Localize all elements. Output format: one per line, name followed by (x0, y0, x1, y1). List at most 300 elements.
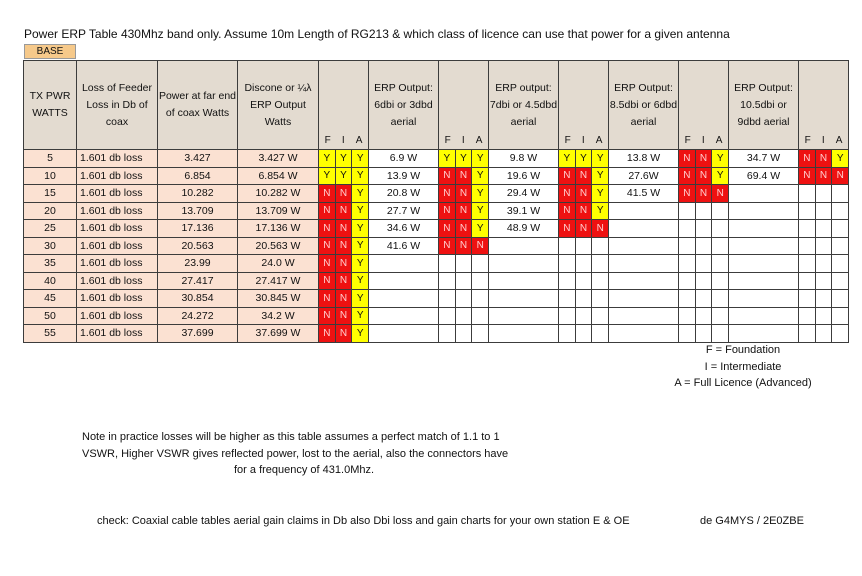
licence-6dbi-cell (439, 255, 489, 273)
erp-10-5dbi-cell (729, 307, 799, 325)
power-far-end-cell: 27.417 (158, 272, 238, 290)
licence-discone-cell (319, 255, 369, 273)
erp-6dbi-cell (369, 307, 439, 325)
erp-table (23, 60, 849, 343)
table-row (24, 307, 849, 325)
licence-yes-flag: Y (592, 150, 608, 167)
licence-yes-flag: Y (472, 203, 488, 220)
licence-no-flag: N (336, 255, 353, 272)
discone-erp-cell: 13.709 W (238, 202, 319, 220)
licence-yes-flag: Y (559, 150, 576, 167)
licence-no-flag: N (559, 203, 576, 220)
table-body (24, 150, 849, 343)
note-line: for a frequency of 431.0Mhz. (234, 464, 375, 476)
licence-empty-cell (816, 308, 833, 325)
licence-no-flag: N (679, 150, 696, 167)
tx-power-cell: 20 (24, 202, 77, 220)
power-far-end-cell: 24.272 (158, 307, 238, 325)
licence-yes-flag: Y (592, 168, 608, 185)
header-erp-6dbi: ERP Output: 6dbi or 3dbd aerial (369, 61, 439, 150)
licence-yes-flag: Y (592, 185, 608, 202)
licence-empty-cell (712, 203, 728, 220)
licence-empty-cell (576, 290, 593, 307)
erp-7dbi-cell (489, 272, 559, 290)
licence-7dbi-cell (559, 185, 609, 203)
erp-6dbi-cell (369, 325, 439, 343)
licence-yes-flag: Y (712, 150, 728, 167)
licence-empty-cell (559, 273, 576, 290)
erp-6dbi-cell (369, 290, 439, 308)
licence-7dbi-cell (559, 202, 609, 220)
licence-no-flag: N (679, 168, 696, 185)
page-title: Power ERP Table 430Mhz band only. Assume 10m Length of RG213 & which class of licence can use that power for a given antenna (24, 27, 730, 41)
licence-no-flag: N (559, 168, 576, 185)
licence-no-flag: N (336, 290, 353, 307)
erp-8-5dbi-cell (609, 202, 679, 220)
table-row (24, 220, 849, 238)
licence-yes-flag: Y (352, 168, 368, 185)
licence-10-5dbi-cell (799, 237, 849, 255)
erp-6dbi-cell: 27.7 W (369, 202, 439, 220)
base-tab[interactable]: BASE (24, 44, 76, 59)
licence-10-5dbi-cell (799, 185, 849, 203)
licence-empty-cell (696, 290, 713, 307)
erp-8-5dbi-cell (609, 272, 679, 290)
licence-empty-cell (799, 290, 816, 307)
licence-empty-cell (679, 255, 696, 272)
licence-empty-cell (799, 273, 816, 290)
licence-empty-cell (559, 238, 576, 255)
tx-power-cell: 10 (24, 167, 77, 185)
licence-7dbi-cell (559, 272, 609, 290)
licence-empty-cell (696, 325, 713, 342)
licence-discone-cell (319, 185, 369, 203)
licence-no-flag: N (439, 203, 456, 220)
power-far-end-cell: 20.563 (158, 237, 238, 255)
licence-yes-flag: Y (352, 220, 368, 237)
licence-empty-cell (456, 255, 473, 272)
licence-no-flag: N (712, 185, 728, 202)
licence-10-5dbi-cell (799, 167, 849, 185)
licence-yes-flag: Y (352, 185, 368, 202)
licence-empty-cell (832, 203, 848, 220)
licence-10-5dbi-cell (799, 290, 849, 308)
power-far-end-cell: 6.854 (158, 167, 238, 185)
licence-no-flag: N (319, 185, 336, 202)
licence-empty-cell (816, 273, 833, 290)
licence-8-5dbi-cell (679, 185, 729, 203)
licence-7dbi-cell (559, 167, 609, 185)
licence-no-flag: N (319, 290, 336, 307)
licence-empty-cell (816, 255, 833, 272)
licence-empty-cell (696, 238, 713, 255)
erp-10-5dbi-cell (729, 202, 799, 220)
licence-empty-cell (592, 290, 608, 307)
erp-8-5dbi-cell (609, 325, 679, 343)
discone-erp-cell: 10.282 W (238, 185, 319, 203)
licence-empty-cell (592, 308, 608, 325)
licence-yes-flag: Y (472, 150, 488, 167)
licence-discone-cell (319, 307, 369, 325)
licence-no-flag: N (816, 150, 833, 167)
feeder-loss-cell: 1.601 db loss (77, 237, 158, 255)
licence-no-flag: N (319, 203, 336, 220)
licence-empty-cell (472, 255, 488, 272)
tx-power-cell: 30 (24, 237, 77, 255)
licence-7dbi-cell (559, 290, 609, 308)
erp-10-5dbi-cell (729, 272, 799, 290)
licence-6dbi-cell (439, 150, 489, 168)
licence-empty-cell (472, 325, 488, 342)
table-row (24, 150, 849, 168)
licence-no-flag: N (456, 203, 473, 220)
licence-empty-cell (679, 290, 696, 307)
licence-empty-cell (592, 255, 608, 272)
licence-8-5dbi-cell (679, 202, 729, 220)
licence-no-flag: N (696, 185, 713, 202)
licence-no-flag: N (319, 273, 336, 290)
licence-no-flag: N (592, 220, 608, 237)
table-row (24, 272, 849, 290)
erp-10-5dbi-cell (729, 185, 799, 203)
licence-empty-cell (456, 273, 473, 290)
licence-6dbi-cell (439, 325, 489, 343)
tx-power-cell: 40 (24, 272, 77, 290)
licence-discone-cell (319, 290, 369, 308)
licence-empty-cell (816, 238, 833, 255)
licence-7dbi-cell (559, 255, 609, 273)
table-row (24, 290, 849, 308)
licence-empty-cell (456, 290, 473, 307)
erp-10-5dbi-cell (729, 237, 799, 255)
erp-6dbi-cell (369, 272, 439, 290)
erp-6dbi-cell: 20.8 W (369, 185, 439, 203)
licence-empty-cell (816, 220, 833, 237)
legend-foundation: F = Foundation (705, 344, 781, 356)
licence-8-5dbi-cell (679, 237, 729, 255)
licence-8-5dbi-cell (679, 255, 729, 273)
licence-no-flag: N (456, 185, 473, 202)
feeder-loss-cell: 1.601 db loss (77, 202, 158, 220)
licence-no-flag: N (439, 238, 456, 255)
licence-empty-cell (799, 308, 816, 325)
licence-yes-flag: Y (712, 168, 728, 185)
header-licence-flags: F I A (799, 61, 849, 150)
power-far-end-cell: 3.427 (158, 150, 238, 168)
licence-no-flag: N (576, 185, 593, 202)
check-note: check: Coaxial cable tables aerial gain claims in Db also Dbi loss and gain charts for your own station E & OE (97, 515, 630, 527)
licence-discone-cell (319, 150, 369, 168)
licence-no-flag: N (456, 220, 473, 237)
licence-6dbi-cell (439, 185, 489, 203)
table-row (24, 185, 849, 203)
licence-yes-flag: Y (352, 203, 368, 220)
header-licence-flags: F I A (559, 61, 609, 150)
licence-no-flag: N (696, 150, 713, 167)
licence-empty-cell (472, 290, 488, 307)
licence-6dbi-cell (439, 290, 489, 308)
tx-power-cell: 5 (24, 150, 77, 168)
licence-empty-cell (832, 273, 848, 290)
licence-no-flag: N (336, 203, 353, 220)
tx-power-cell: 15 (24, 185, 77, 203)
erp-8-5dbi-cell (609, 307, 679, 325)
licence-no-flag: N (576, 220, 593, 237)
licence-empty-cell (439, 308, 456, 325)
licence-no-flag: N (336, 220, 353, 237)
licence-empty-cell (576, 273, 593, 290)
licence-6dbi-cell (439, 307, 489, 325)
licence-no-flag: N (456, 168, 473, 185)
erp-10-5dbi-cell: 34.7 W (729, 150, 799, 168)
header-tx-power: TX PWR WATTS (24, 61, 77, 150)
licence-empty-cell (576, 255, 593, 272)
erp-8-5dbi-cell (609, 237, 679, 255)
licence-yes-flag: Y (472, 220, 488, 237)
erp-7dbi-cell (489, 307, 559, 325)
erp-10-5dbi-cell (729, 325, 799, 343)
licence-empty-cell (559, 308, 576, 325)
licence-empty-cell (456, 308, 473, 325)
power-far-end-cell: 17.136 (158, 220, 238, 238)
feeder-loss-cell: 1.601 db loss (77, 150, 158, 168)
licence-8-5dbi-cell (679, 167, 729, 185)
licence-7dbi-cell (559, 237, 609, 255)
licence-discone-cell (319, 325, 369, 343)
licence-yes-flag: Y (352, 238, 368, 255)
erp-7dbi-cell: 19.6 W (489, 167, 559, 185)
licence-empty-cell (592, 273, 608, 290)
table-row (24, 325, 849, 343)
feeder-loss-cell: 1.601 db loss (77, 185, 158, 203)
licence-no-flag: N (319, 308, 336, 325)
feeder-loss-cell: 1.601 db loss (77, 307, 158, 325)
licence-empty-cell (592, 325, 608, 342)
licence-8-5dbi-cell (679, 325, 729, 343)
licence-yes-flag: Y (456, 150, 473, 167)
licence-7dbi-cell (559, 220, 609, 238)
tx-power-cell: 45 (24, 290, 77, 308)
erp-6dbi-cell: 41.6 W (369, 237, 439, 255)
discone-erp-cell: 27.417 W (238, 272, 319, 290)
author-signature: de G4MYS / 2E0ZBE (700, 515, 804, 527)
licence-7dbi-cell (559, 325, 609, 343)
power-far-end-cell: 10.282 (158, 185, 238, 203)
licence-empty-cell (679, 273, 696, 290)
licence-yes-flag: Y (472, 168, 488, 185)
licence-yes-flag: Y (576, 150, 593, 167)
licence-no-flag: N (799, 168, 816, 185)
licence-empty-cell (816, 290, 833, 307)
discone-erp-cell: 24.0 W (238, 255, 319, 273)
licence-no-flag: N (439, 220, 456, 237)
header-licence-flags: F I A (319, 61, 369, 150)
header-erp-8-5dbi: ERP Output: 8.5dbi or 6dbd aerial (609, 61, 679, 150)
licence-empty-cell (696, 203, 713, 220)
licence-empty-cell (712, 220, 728, 237)
licence-6dbi-cell (439, 167, 489, 185)
licence-empty-cell (799, 185, 816, 202)
licence-empty-cell (832, 238, 848, 255)
licence-empty-cell (679, 238, 696, 255)
licence-no-flag: N (319, 220, 336, 237)
erp-7dbi-cell: 9.8 W (489, 150, 559, 168)
table-row (24, 237, 849, 255)
discone-erp-cell: 37.699 W (238, 325, 319, 343)
licence-10-5dbi-cell (799, 150, 849, 168)
licence-empty-cell (832, 325, 848, 342)
licence-8-5dbi-cell (679, 272, 729, 290)
licence-empty-cell (592, 238, 608, 255)
discone-erp-cell: 17.136 W (238, 220, 319, 238)
licence-no-flag: N (439, 168, 456, 185)
erp-7dbi-cell (489, 237, 559, 255)
licence-no-flag: N (559, 220, 576, 237)
licence-empty-cell (439, 255, 456, 272)
erp-6dbi-cell: 6.9 W (369, 150, 439, 168)
licence-yes-flag: Y (439, 150, 456, 167)
licence-discone-cell (319, 167, 369, 185)
header-licence-flags: F I A (679, 61, 729, 150)
licence-empty-cell (832, 308, 848, 325)
licence-empty-cell (712, 255, 728, 272)
licence-no-flag: N (336, 325, 353, 342)
header-licence-flags: F I A (439, 61, 489, 150)
licence-no-flag: N (576, 203, 593, 220)
erp-8-5dbi-cell: 13.8 W (609, 150, 679, 168)
erp-7dbi-cell (489, 255, 559, 273)
licence-7dbi-cell (559, 307, 609, 325)
licence-no-flag: N (696, 168, 713, 185)
licence-yes-flag: Y (352, 255, 368, 272)
licence-no-flag: N (456, 238, 473, 255)
erp-8-5dbi-cell: 27.6W (609, 167, 679, 185)
header-feeder-loss: Loss of Feeder Loss in Db of coax (77, 61, 158, 150)
licence-empty-cell (799, 255, 816, 272)
feeder-loss-cell: 1.601 db loss (77, 220, 158, 238)
erp-7dbi-cell (489, 325, 559, 343)
vswr-note (82, 429, 562, 479)
feeder-loss-cell: 1.601 db loss (77, 255, 158, 273)
erp-8-5dbi-cell: 41.5 W (609, 185, 679, 203)
licence-discone-cell (319, 220, 369, 238)
licence-empty-cell (439, 273, 456, 290)
licence-empty-cell (712, 290, 728, 307)
discone-erp-cell: 20.563 W (238, 237, 319, 255)
licence-empty-cell (679, 203, 696, 220)
erp-6dbi-cell: 13.9 W (369, 167, 439, 185)
power-far-end-cell: 37.699 (158, 325, 238, 343)
erp-6dbi-cell: 34.6 W (369, 220, 439, 238)
licence-no-flag: N (679, 185, 696, 202)
licence-no-flag: N (336, 273, 353, 290)
note-line: VSWR, Higher VSWR gives reflected power, lost to the aerial, also the connectors have (82, 447, 509, 460)
licence-empty-cell (559, 325, 576, 342)
licence-empty-cell (679, 308, 696, 325)
licence-empty-cell (456, 325, 473, 342)
licence-empty-cell (559, 255, 576, 272)
licence-yes-flag: Y (592, 203, 608, 220)
licence-8-5dbi-cell (679, 307, 729, 325)
power-far-end-cell: 13.709 (158, 202, 238, 220)
licence-yes-flag: Y (336, 168, 353, 185)
licence-no-flag: N (832, 168, 848, 185)
power-far-end-cell: 30.854 (158, 290, 238, 308)
licence-7dbi-cell (559, 150, 609, 168)
note-line: Note in practice losses will be higher as this table assumes a perfect match of 1.1 to 1 (82, 431, 500, 443)
licence-empty-cell (696, 308, 713, 325)
discone-erp-cell: 30.845 W (238, 290, 319, 308)
licence-empty-cell (816, 185, 833, 202)
licence-legend (668, 342, 818, 392)
licence-empty-cell (832, 290, 848, 307)
licence-6dbi-cell (439, 272, 489, 290)
erp-8-5dbi-cell (609, 255, 679, 273)
power-far-end-cell: 23.99 (158, 255, 238, 273)
licence-no-flag: N (799, 150, 816, 167)
licence-8-5dbi-cell (679, 150, 729, 168)
licence-yes-flag: Y (352, 273, 368, 290)
licence-8-5dbi-cell (679, 290, 729, 308)
licence-no-flag: N (559, 185, 576, 202)
licence-empty-cell (576, 238, 593, 255)
licence-no-flag: N (319, 238, 336, 255)
erp-7dbi-cell: 48.9 W (489, 220, 559, 238)
licence-no-flag: N (319, 255, 336, 272)
licence-empty-cell (696, 220, 713, 237)
licence-empty-cell (696, 273, 713, 290)
erp-8-5dbi-cell (609, 220, 679, 238)
header-power-far-end: Power at far end of coax Watts (158, 61, 238, 150)
licence-10-5dbi-cell (799, 202, 849, 220)
licence-yes-flag: Y (319, 150, 336, 167)
header-row (24, 61, 849, 150)
licence-no-flag: N (472, 238, 488, 255)
tx-power-cell: 55 (24, 325, 77, 343)
header-erp-7dbi: ERP output: 7dbi or 4.5dbd aerial (489, 61, 559, 150)
licence-empty-cell (472, 273, 488, 290)
licence-yes-flag: Y (352, 150, 368, 167)
licence-empty-cell (439, 290, 456, 307)
feeder-loss-cell: 1.601 db loss (77, 167, 158, 185)
feeder-loss-cell: 1.601 db loss (77, 290, 158, 308)
licence-6dbi-cell (439, 237, 489, 255)
licence-no-flag: N (336, 185, 353, 202)
licence-empty-cell (696, 255, 713, 272)
discone-erp-cell: 34.2 W (238, 307, 319, 325)
licence-10-5dbi-cell (799, 220, 849, 238)
erp-10-5dbi-cell (729, 290, 799, 308)
licence-empty-cell (679, 220, 696, 237)
licence-empty-cell (712, 238, 728, 255)
discone-erp-cell: 3.427 W (238, 150, 319, 168)
licence-empty-cell (799, 238, 816, 255)
licence-yes-flag: Y (832, 150, 848, 167)
licence-empty-cell (816, 203, 833, 220)
licence-yes-flag: Y (352, 290, 368, 307)
licence-10-5dbi-cell (799, 325, 849, 343)
licence-empty-cell (799, 325, 816, 342)
licence-yes-flag: Y (352, 325, 368, 342)
licence-no-flag: N (439, 185, 456, 202)
feeder-loss-cell: 1.601 db loss (77, 272, 158, 290)
tx-power-cell: 25 (24, 220, 77, 238)
tx-power-cell: 50 (24, 307, 77, 325)
licence-discone-cell (319, 272, 369, 290)
licence-8-5dbi-cell (679, 220, 729, 238)
licence-no-flag: N (336, 238, 353, 255)
feeder-loss-cell: 1.601 db loss (77, 325, 158, 343)
